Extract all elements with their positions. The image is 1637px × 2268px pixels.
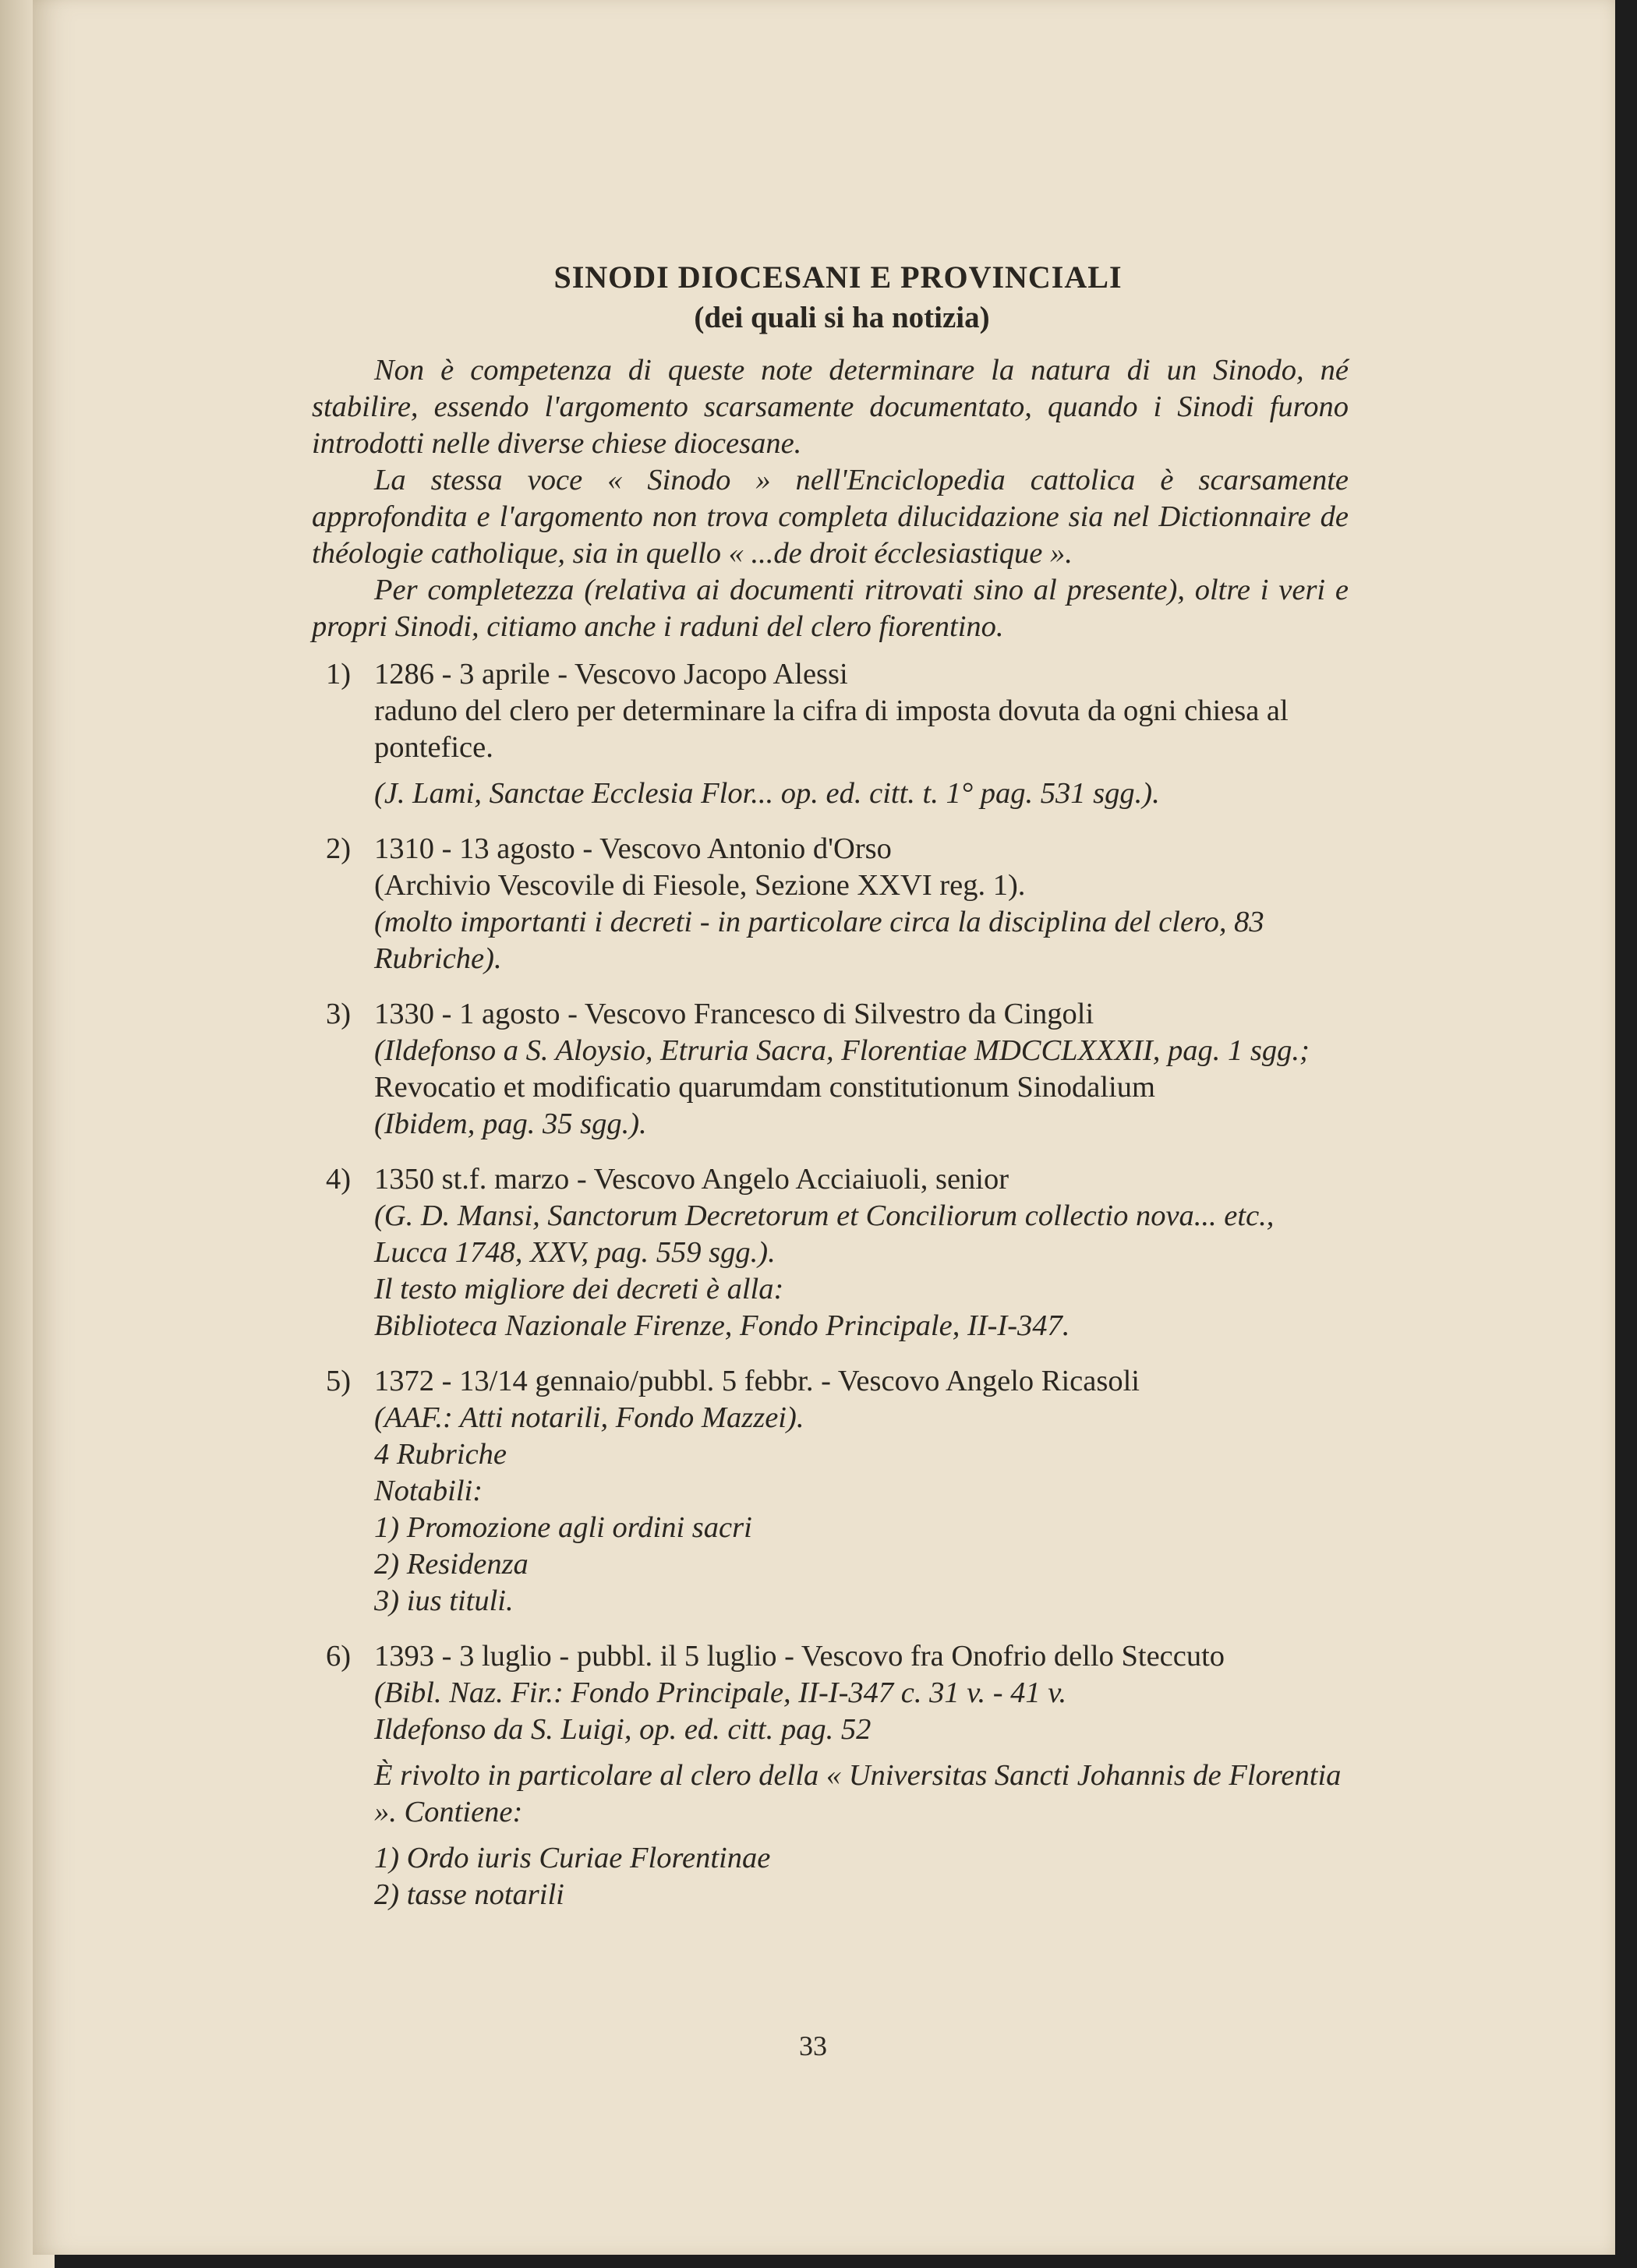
entry-heading: 1372 - 13/14 gennaio/pubbl. 5 febbr. - Vescovo Angelo Ricasoli <box>374 1365 1140 1397</box>
entry-number: 6) <box>326 1640 352 1673</box>
intro-paragraph: Non è competenza di queste note determinare la natura di un Sinodo, né stabilire, essendo l'argomento scarsamente documentato, quando i Sinodi furono introdotti nelle diverse chiese diocesane. <box>312 354 1349 460</box>
intro-section <box>312 352 1349 645</box>
entry-body: raduno del clero per determinare la cifra di imposta dovuta da ogni chiesa al pontefice. <box>374 694 1289 764</box>
entry-reference: (J. Lami, Sanctae Ecclesia Flor... op. ed. citt. t. 1° pag. 531 sgg.). <box>374 777 1160 810</box>
synod-entry <box>312 831 1349 977</box>
entry-reference: (AAF.: Atti notarili, Fondo Mazzei). <box>374 1401 804 1434</box>
list-item: 3) ius tituli. <box>374 1584 514 1617</box>
intro-paragraph: Per completezza (relativa ai documenti ritrovati sino al presente), oltre i veri e propri Sinodi, citiamo anche i raduni del clero fiorentino. <box>312 574 1349 643</box>
page-subtitle: (dei quali si ha notizia) <box>694 301 990 334</box>
page-text <box>312 257 1349 1932</box>
entry-reference: (Ibidem, pag. 35 sgg.). <box>374 1108 647 1140</box>
list-item: 2) tasse notarili <box>374 1878 564 1911</box>
synod-entry <box>312 1363 1349 1620</box>
list-item: 1) Promozione agli ordini sacri <box>374 1511 752 1544</box>
entry-heading: 1393 - 3 luglio - pubbl. il 5 luglio - Vescovo fra Onofrio dello Steccuto <box>374 1640 1225 1673</box>
entry-number: 2) <box>326 832 352 865</box>
synod-entry <box>312 996 1349 1143</box>
page-number: 33 <box>799 2030 827 2061</box>
entry-note: Biblioteca Nazionale Firenze, Fondo Principale, II-I-347. <box>374 1309 1070 1342</box>
synod-entry <box>312 1161 1349 1344</box>
page-title: SINODI DIOCESANI E PROVINCIALI <box>553 260 1123 295</box>
entry-heading: 1330 - 1 agosto - Vescovo Francesco di Silvestro da Cingoli <box>374 998 1094 1030</box>
entry-reference: (Bibl. Naz. Fir.: Fondo Principale, II-I-347 c. 31 v. - 41 v. <box>374 1676 1067 1709</box>
entry-reference: Ildefonso da S. Luigi, op. ed. citt. pag. 52 <box>374 1713 872 1746</box>
entry-reference: (molto importanti i decreti - in particolare circa la disciplina del clero, 83 Rubriche). <box>374 906 1264 975</box>
entry-number: 3) <box>326 998 352 1030</box>
entry-description: È rivolto in particolare al clero della « Universitas Sancti Johannis de Florentia ». Contiene: <box>374 1759 1342 1828</box>
entry-note: 4 Rubriche <box>374 1438 507 1471</box>
entry-number: 5) <box>326 1365 352 1397</box>
synod-list <box>312 656 1349 1913</box>
list-item: 1) Ordo iuris Curiae Florentinae <box>374 1842 771 1874</box>
entry-number: 4) <box>326 1163 352 1196</box>
entry-reference: (G. D. Mansi, Sanctorum Decretorum et Conciliorum collectio nova... etc., Lucca 1748, XXV, pag. 559 sgg.). <box>374 1199 1275 1269</box>
entry-reference: (Ildefonso a S. Aloysio, Etruria Sacra, Florentiae MDCCLXXXII, pag. 1 sgg.; <box>374 1034 1310 1067</box>
synod-entry <box>312 1638 1349 1913</box>
intro-paragraph: La stessa voce « Sinodo » nell'Enciclopedia cattolica è scarsamente approfondita e l'argomento non trova completa dilucidazione sia nel Dictionnaire de théologie catholique, sia in quello « ...de droit écclesiastique ». <box>312 464 1349 570</box>
entry-heading: 1350 st.f. marzo - Vescovo Angelo Acciaiuoli, senior <box>374 1163 1009 1196</box>
entry-note: Notabili: <box>374 1475 483 1507</box>
entry-body: (Archivio Vescovile di Fiesole, Sezione XXVI reg. 1). <box>374 869 1026 902</box>
synod-entry <box>312 656 1349 812</box>
entry-heading: 1286 - 3 aprile - Vescovo Jacopo Alessi <box>374 658 848 691</box>
entry-note: Il testo migliore dei decreti è alla: <box>374 1273 784 1305</box>
entry-number: 1) <box>326 658 352 691</box>
entry-heading: 1310 - 13 agosto - Vescovo Antonio d'Orso <box>374 832 892 865</box>
entry-body: Revocatio et modificatio quarumdam constitutionum Sinodalium <box>374 1071 1155 1104</box>
list-item: 2) Residenza <box>374 1548 529 1581</box>
